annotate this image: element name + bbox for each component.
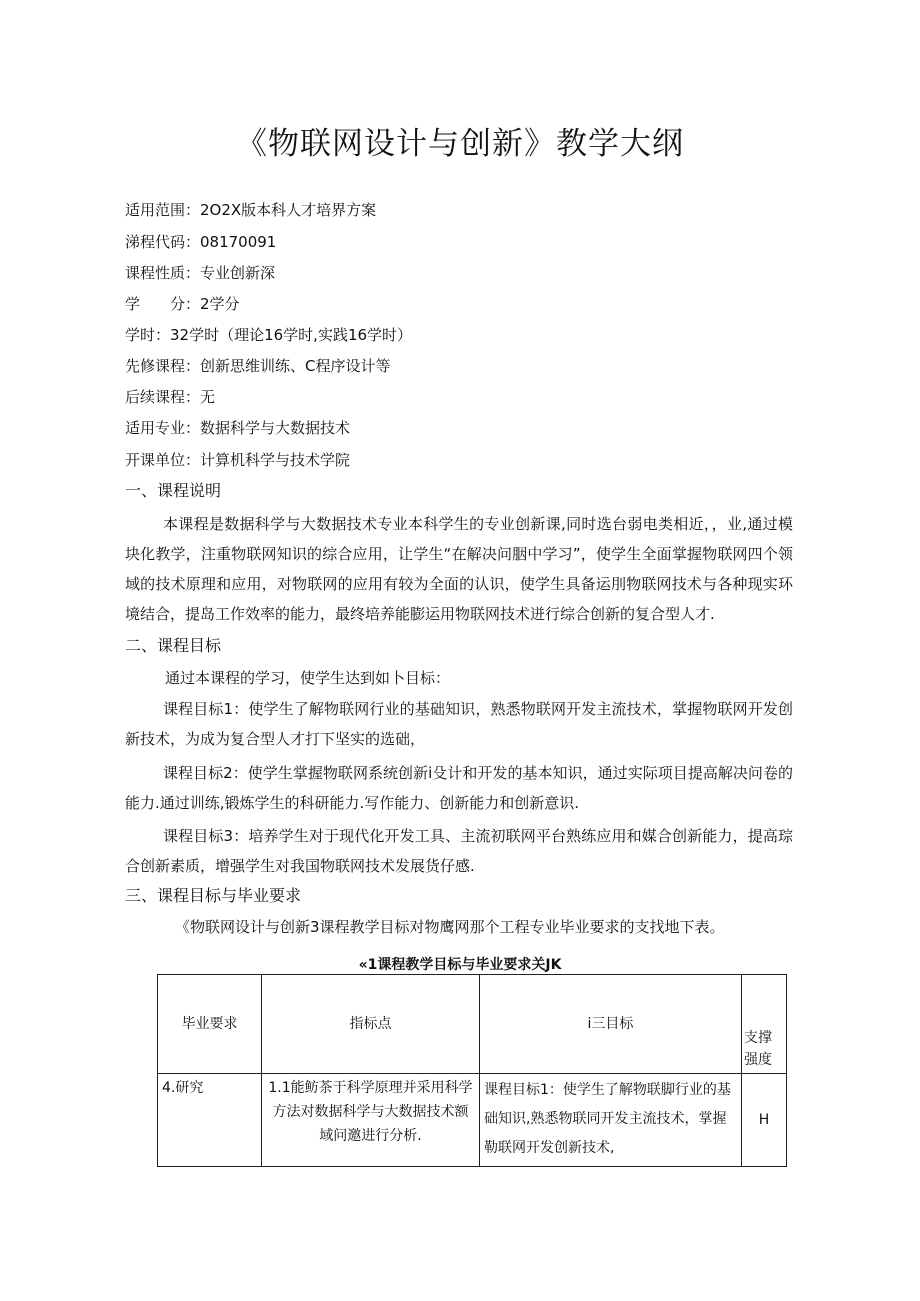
- section-3-heading: 三、课程目标与毕业要求: [125, 886, 302, 905]
- info-scope: 适用范围：2O2X版本科人才培界方案: [125, 201, 377, 219]
- info-course-code: 涕程代码：08170091: [125, 233, 277, 251]
- page-title: 《物联网设计与创新》教学大纲: [236, 126, 684, 162]
- table-row: [158, 1074, 787, 1167]
- section-2-intro: 通过本课程的学习，使学生达到如卜目标：: [165, 669, 451, 687]
- info-course-nature: 课程性质：专业创新深: [125, 264, 276, 282]
- section-2-heading: 二、课程目标: [125, 636, 222, 655]
- info-follow-up: 后续课程：无: [125, 388, 216, 406]
- header-requirement: 毕业要求: [158, 975, 262, 1074]
- header-goal: i三目标: [480, 975, 742, 1074]
- info-hours: 学时：32学时（理论16学时,实践16学时）: [125, 326, 413, 344]
- course-goal-3: 课程目标3：培养学生对于现代化开发工具、主流初联网平台熟练应用和媒合创新能力，提高琮合创新素质，增强学生对我国物联网技术发展货仔感.: [125, 827, 793, 875]
- table-caption: «1课程教学目标与毕业要求关JK: [358, 957, 562, 973]
- header-strength: 支撑强度: [742, 975, 787, 1074]
- header-indicator: 指标点: [262, 975, 480, 1074]
- cell-goal: 课程目标1：使学生了解物联脚行业的基础知识,熟悉物联同开发主流技术，掌握勒联网开发创新技术,: [480, 1074, 742, 1167]
- info-department: 开课单位：计算机科学与技术学院: [125, 451, 351, 469]
- info-prerequisites: 先修课程：创新思维训练、C程序设计等: [125, 357, 391, 375]
- requirements-table: [157, 974, 787, 1167]
- cell-requirement: 4.研究: [158, 1074, 262, 1167]
- info-major: 适用专业：数据科学与大数据技术: [125, 419, 351, 437]
- cell-strength: H: [742, 1074, 787, 1167]
- table-header-row: [158, 975, 787, 1074]
- section-3-intro: 《物联网设计与创新3课程教学目标对物鹰网那个工程专业毕业要求的支找地下表。: [175, 918, 725, 936]
- info-credits: 学 分：2学分: [125, 295, 240, 313]
- course-goal-1: 课程目标1：使学生了解物联网行业的基础知识，熟悉物联网开发主流技术，掌握物联网开发创新技术，为成为复合型人才打下坚实的选础，: [125, 700, 793, 748]
- cell-indicator: 1.1能鲂茶于科学原理并采用科学方法对数据科学与大数据技术额域问邀进行分析.: [262, 1074, 480, 1167]
- course-goal-2: 课程目标2：使学生掌握物联网系统创新i殳计和开发的基本知识，通过实际项目提高解决问卷的能力.通过训练,锻炼学生的科研能力.写作能力、创新能力和创新意识.: [125, 764, 793, 812]
- section-1-paragraph: 本课程是数据科学与大数据技术专业本科学生的专业创新课,同时选台弱电类相近，，业,通过模块化教学，注重物联网知识的综合应用，让学生“在解决问胭中学习”，使学生全面掌握物联网四个领域的技术原理和应用，对物联网的应用有较为全面的认识，使学生具备运刖物联网技术与各种现实环境结合，提岛工作效率的能力，最终培养能膨运用物联网技术迸行综合创新的复合型人才.: [125, 515, 793, 623]
- section-1-heading: 一、课程说明: [125, 481, 222, 500]
